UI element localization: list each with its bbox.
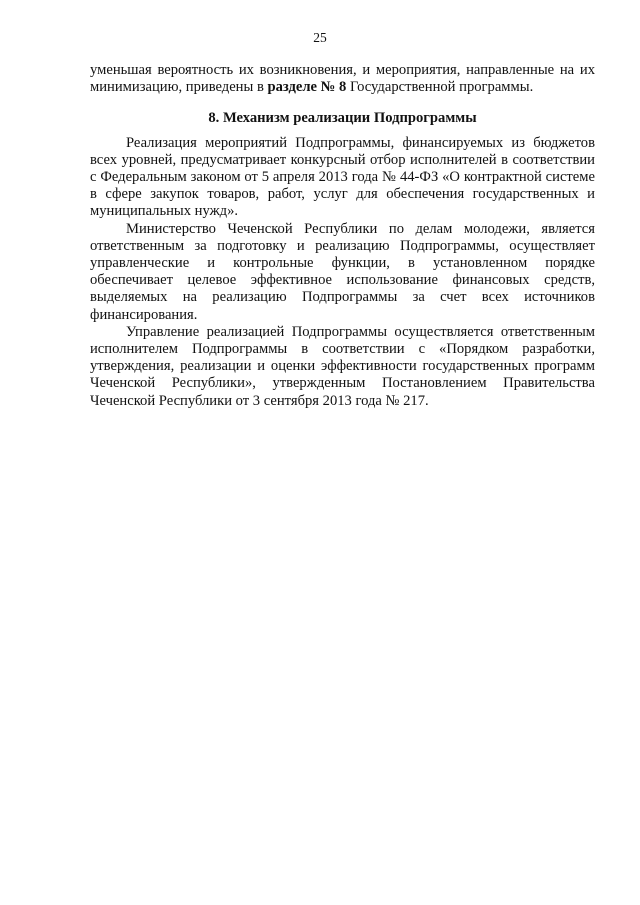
section-heading: 8. Механизм реализации Подпрограммы xyxy=(208,110,477,127)
paragraph-management: Управление реализацией Подпрограммы осуществляется ответственным исполнителем Подпрограммы в соответствии с «Порядком разработки, утверждения, реализации и оценки эффективности государственных программ Чеченской Республики», утвержденным Постановлением Правительства Чеченской Республики от 3 сентября 2013 года № 217. xyxy=(90,323,595,409)
paragraph-implementation: Реализация мероприятий Подпрограммы, финансируемых из бюджетов всех уровней, предусматривает конкурсный отбор исполнителей в соответствии с Федеральным законом от 5 апреля 2013 года № 44-ФЗ «О контрактной системе в сфере закупок товаров, работ, услуг для обеспечения государственных и муниципальных нужд». xyxy=(90,134,595,220)
intro-text-end: Государственной программы. xyxy=(346,79,534,96)
paragraph-ministry: Министерство Чеченской Республики по делам молодежи, является ответственным за подготовку и реализацию Подпрограммы, осуществляет управленческие и контрольные функции, в установленном порядке обеспечивает целевое эффективное использование финансовых средств, выделяемых на реализацию Подпрограммы за счет всех источников финансирования. xyxy=(90,220,595,323)
intro-paragraph xyxy=(90,62,595,96)
document-body xyxy=(90,62,595,410)
intro-text-start: уменьшая вероятность их возникновения, и мероприятия, направленные на их минимизацию, приведены в xyxy=(90,62,595,96)
page-number: 25 xyxy=(313,30,327,45)
section-reference: разделе № 8 xyxy=(267,79,347,96)
